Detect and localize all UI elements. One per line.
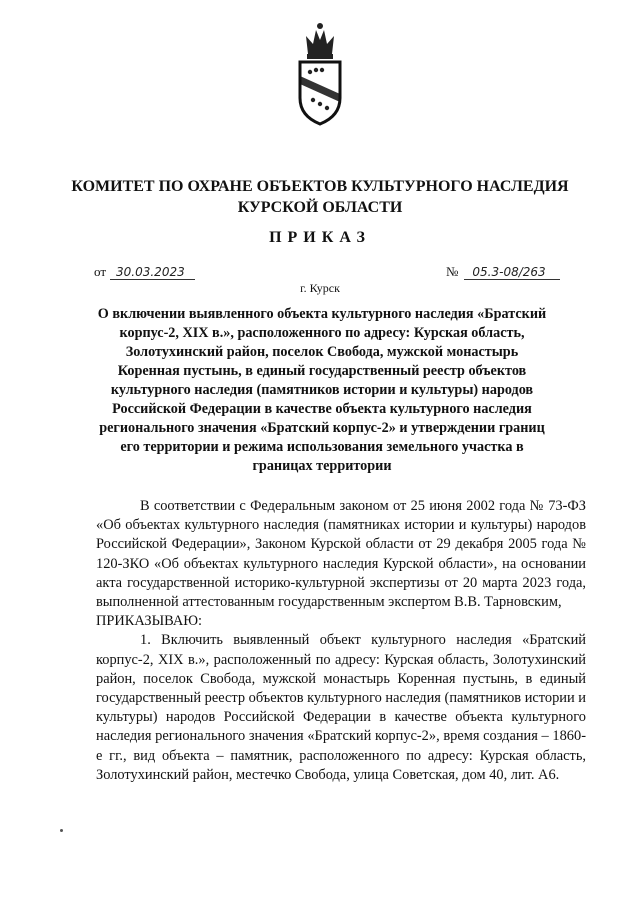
document-type: ПРИКАЗ xyxy=(269,229,371,246)
date-line xyxy=(94,264,195,280)
document-subject: О включении выявленного объекта культурного наследия «Братский корпус-2, XIX в.», расположенного по адресу: Курская область, Золотухинский район, поселок Свобода, мужской монастырь Коренная пустынь, в единый государственный реестр объектов культурного наследия (памятников истории и культуры) народов Российской Федерации в качестве объекта культурного наследия регионального значения «Братский корпус-2» и утверждении границ его территории и режима использования земельного участка в границах территории xyxy=(97,306,547,474)
date-value: 30.03.2023 xyxy=(110,265,195,280)
city-label: г. Курск xyxy=(300,281,340,295)
preamble-paragraph: В соответствии с Федеральным законом от 25 июня 2002 года № 73-ФЗ «Об объектах культурного наследия (памятниках истории и культуры) народов Российской Федерации», Законом Курской области от 29 декабря 2005 года № 120-ЗКО «Об объектах культурного наследия Курской области», на основании акта государственной историко-культурной экспертизы от 20 марта 2023 года, выполненной аттестованным государственным экспертом В.В. Тарновским, xyxy=(96,498,586,611)
order-word: ПРИКАЗЫВАЮ: xyxy=(96,613,203,630)
margin-mark xyxy=(60,829,63,832)
order-item-1: 1. Включить выявленный объект культурного наследия «Братский корпус-2, XIX в.», расположенный по адресу: Курская область, Золотухинский район, поселок Свобода, мужской монастырь Коренная пустынь, в единый государственный реестр объектов культурного наследия (памятников истории и культуры) народов Российской Федерации в качестве объекта культурного наследия регионального значения «Братский корпус-2», время создания – 1860-е гг., вид объекта – памятник, расположенного по адресу: Курская область, Золотухинский район, местечко Свобода, улица Советская, дом 40, лит. А6. xyxy=(96,632,586,783)
number-value: 05.3-08/263 xyxy=(464,265,559,280)
number-line xyxy=(446,264,560,280)
date-label: от xyxy=(94,264,107,279)
number-label: № xyxy=(446,264,459,279)
organization-name: КОМИТЕТ ПО ОХРАНЕ ОБЪЕКТОВ КУЛЬТУРНОГО НАСЛЕДИЯ КУРСКОЙ ОБЛАСТИ xyxy=(71,178,569,216)
coat-of-arms-icon xyxy=(294,20,346,138)
document-body xyxy=(96,497,586,785)
